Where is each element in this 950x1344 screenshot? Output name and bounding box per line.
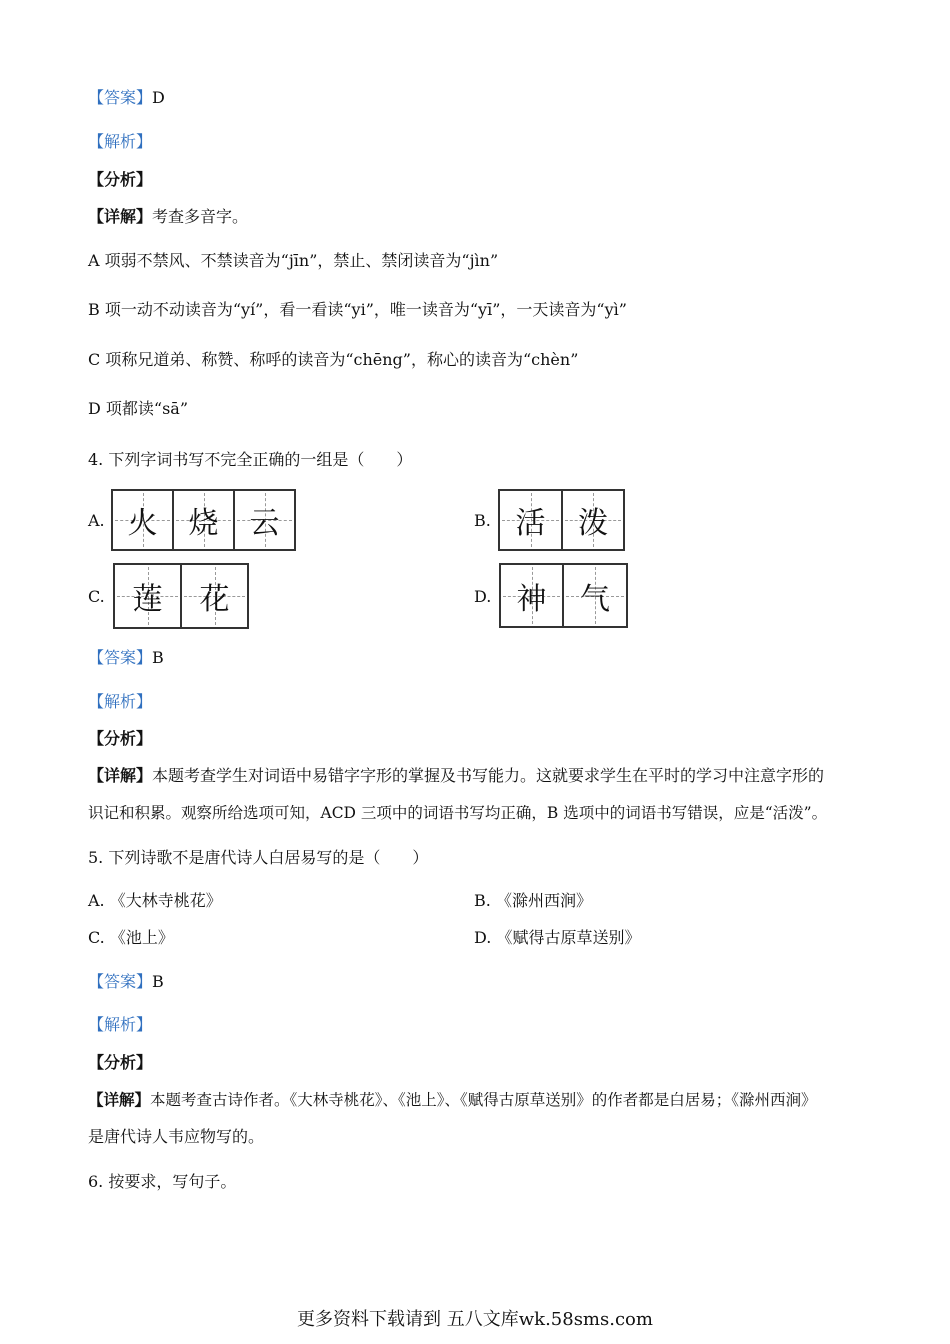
detail-tag: 【详解】 [88,766,153,785]
answer-tag: 【答案】 [88,88,153,107]
char-cell: 气 [564,565,626,626]
fenxi-tag: 【分析】 [88,729,153,748]
answer-tag: 【答案】 [88,648,153,667]
option-d-grid [499,563,628,628]
question-4: 4. 下列字词书写不完全正确的一组是（ ） [88,450,413,469]
explain-line-d: D 项都读“sā” [88,399,189,418]
char-cell: 云 [235,491,294,549]
option-c-grid [113,563,249,629]
option-d: D. 《赋得古原草送别》 [474,928,641,947]
answer-tag: 【答案】 [88,972,153,991]
detail-text: 本题考查学生对词语中易错字字形的掌握及书写能力。这就要求学生在平时的学习中注意字形的 [152,766,825,785]
explain-line-b: B 项一动不动读音为“yí”，看一看读“yi”，唯一读音为“yī”，一天读音为“yì” [88,300,627,319]
analysis-tag: 【解析】 [88,132,153,151]
char-cell: 泼 [563,491,623,549]
detail-text: 考查多音字。 [152,207,249,226]
char-cell: 神 [501,565,564,626]
option-a: A. 《大林寺桃花》 [88,891,222,910]
answer-line-q3 [88,86,165,110]
option-a-grid [111,489,296,551]
option-b-label: B. [474,511,491,530]
footer-link[interactable]: 更多资料下载请到 五八文库wk.58sms.com [297,1309,653,1330]
detail-line-q5-1 [88,1088,817,1112]
option-b: B. 《滁州西涧》 [474,891,592,910]
answer-line-q4 [88,646,164,670]
explain-line-c: C 项称兄道弟、称赞、称呼的读音为“chēng”，称心的读音为“chèn” [88,350,579,369]
detail-tag: 【详解】 [88,207,153,226]
option-d-label: D. [474,587,492,606]
option-c: C. 《池上》 [88,928,174,947]
char-cell: 火 [113,491,174,549]
char-cell: 烧 [174,491,235,549]
answer-value: D [152,88,165,107]
char-cell: 花 [182,565,247,627]
fenxi-tag: 【分析】 [88,1053,153,1072]
char-cell: 活 [500,491,563,549]
detail-tag: 【详解】 [88,1090,151,1109]
option-b-grid [498,489,625,551]
char-cell: 莲 [115,565,182,627]
detail-line-q3 [88,205,248,229]
answer-line-q5 [88,970,164,994]
analysis-tag: 【解析】 [88,692,153,711]
detail-line-q5-2: 是唐代诗人韦应物写的。 [88,1127,265,1146]
answer-value: B [152,648,164,667]
analysis-tag: 【解析】 [88,1015,153,1034]
option-c-label: C. [88,587,105,606]
detail-text: 本题考查古诗作者。《大林寺桃花》、《池上》、《赋得古原草送别》的作者都是白居易；《滁州西涧》 [150,1091,817,1109]
fenxi-tag: 【分析】 [88,170,153,189]
explain-line-a: A 项弱不禁风、不禁读音为“jīn”，禁止、禁闭读音为“jìn” [88,251,499,270]
answer-value: B [152,972,164,991]
question-5: 5. 下列诗歌不是唐代诗人白居易写的是（ ） [88,848,429,867]
option-a-label: A. [88,511,105,530]
question-6: 6. 按要求，写句子。 [88,1172,237,1191]
detail-line-q4-2: 识记和积累。观察所给选项可知，ACD 三项中的词语书写均正确，B 选项中的词语书写错误，应是“活泼”。 [88,804,828,822]
detail-line-q4-1 [88,764,824,788]
